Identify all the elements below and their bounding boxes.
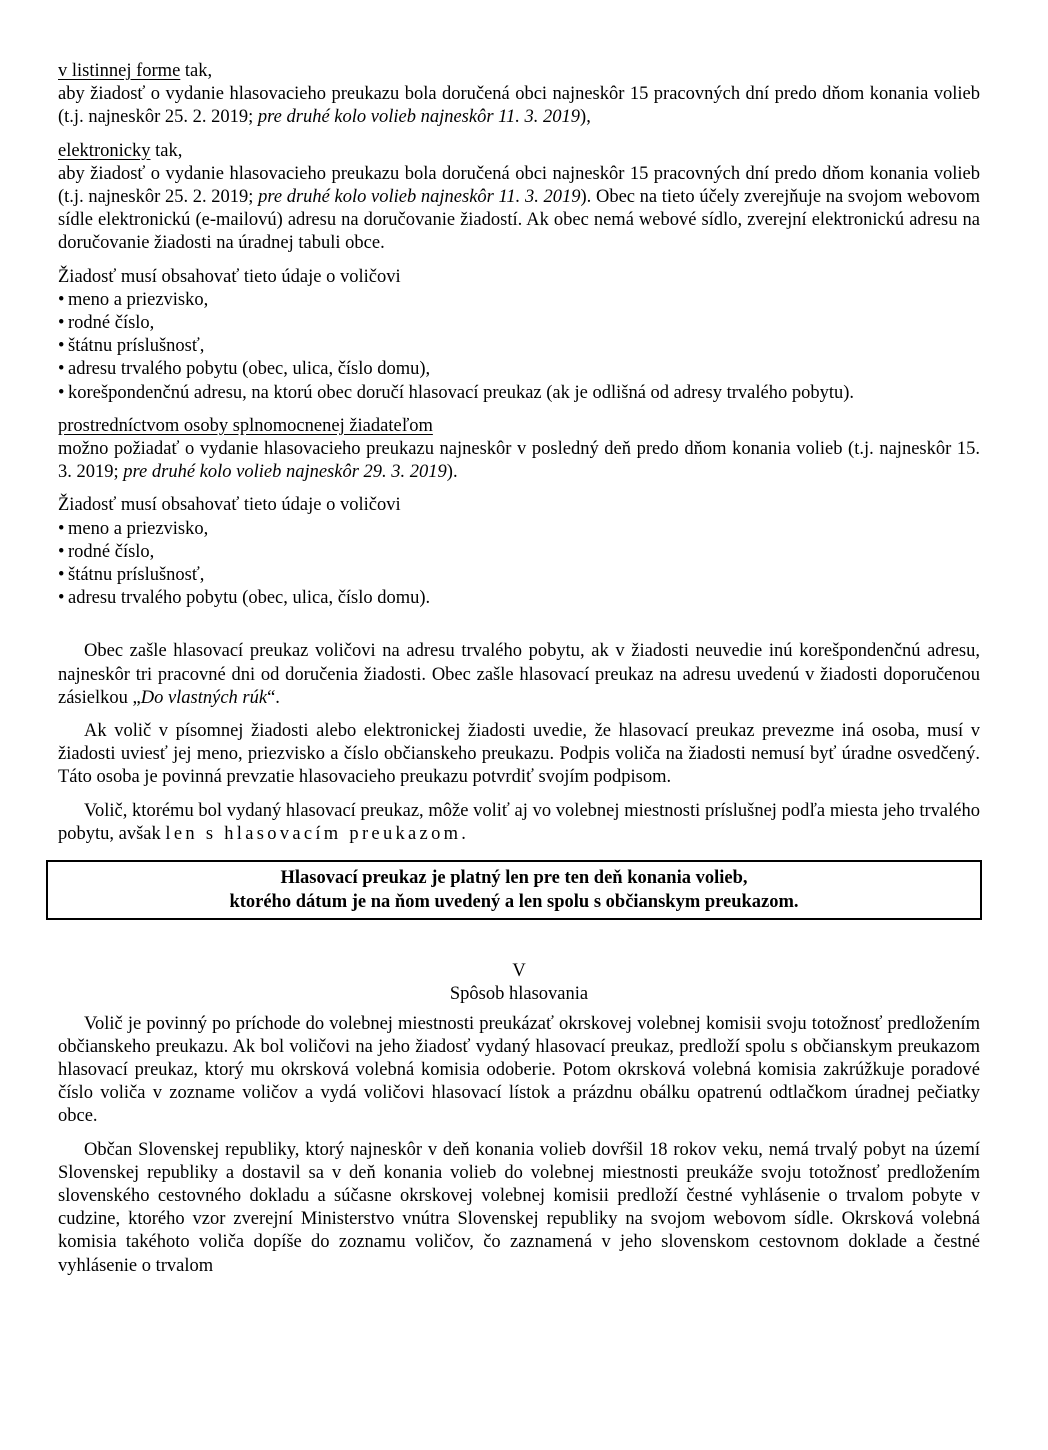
bullet-icon: • <box>58 359 65 380</box>
ziadost2-list <box>58 518 980 611</box>
list-item-text: rodné číslo, <box>68 313 155 334</box>
section-number: V <box>512 961 526 982</box>
elektronicky-heading-line <box>58 140 980 163</box>
bullet-icon: • <box>58 289 65 310</box>
obec-text: Obec zašle hlasovací preukaz voličovi na adresu trvalého pobytu, ak v žiadosti neuvedie inú korešpondenčnú adresu, najneskôr tri pracovné dni od doručenia žiadosti. Obec zašle hlasovací preukaz na adresu uvedenú v žiadosti doporučenou zásielkou „ <box>58 641 980 708</box>
list-item-text: štátnu príslušnosť, <box>68 336 205 357</box>
listinna-deadline-italic: pre druhé kolo volieb najneskôr 11. 3. 2019 <box>257 107 581 128</box>
elektronicky-deadline-italic: pre druhé kolo volieb najneskôr 11. 3. 2019 <box>258 187 581 208</box>
list-item-text: adresu trvalého pobytu (obec, ulica, číslo domu). <box>68 588 431 609</box>
bullet-icon: • <box>58 565 65 586</box>
list-item <box>58 289 980 312</box>
elektronicky-text: aby žiadosť o vydanie hlasovacieho preukazu bola doručená obci najneskôr 15 pracovných dní predo dňom konania volieb (t.j. najneskôr 25. 2. 2019; <box>58 163 980 208</box>
bullet-icon: • <box>58 588 65 609</box>
splnomocnena-text: možno požiadať o vydanie hlasovacieho preukazu najneskôr v posledný deň predo dňom konania volieb (t.j. najneskôr 15. 3. 2019; <box>58 439 980 483</box>
notice-line-2: ktorého dátum je na ňom uvedený a len spolu s občianskym preukazom. <box>229 892 799 913</box>
bullet-icon: • <box>58 336 65 357</box>
bullet-icon: • <box>58 541 65 562</box>
ziadost2-intro: Žiadosť musí obsahovať tieto údaje o voličovi <box>58 495 401 516</box>
list-item <box>58 312 980 335</box>
volit-spaced-text: len s hlasovacím preukazom. <box>165 823 470 844</box>
list-item <box>58 358 980 381</box>
paragraph-obec-zasle <box>58 640 980 710</box>
listinna-text-end: ), <box>580 107 591 128</box>
splnomocnena-text-end: ). <box>446 462 458 483</box>
list-item <box>58 518 980 541</box>
list-item-text: rodné číslo, <box>68 541 155 562</box>
section-title: Spôsob hlasovania <box>449 984 589 1005</box>
bullet-icon: • <box>58 382 65 403</box>
list-item-text: meno a priezvisko, <box>68 518 209 539</box>
listinna-heading-suffix: tak, <box>180 61 213 81</box>
splnomocnena-paragraph <box>58 438 980 484</box>
elektronicky-heading: elektronicky <box>58 140 151 161</box>
elektronicky-text-end: ). Obec na tieto účely zverejňuje na svojom webovom sídle elektronickú (e-mailovú) adresu na doručovanie žiadostí. Ak obec nemá webové sídlo, zverejní elektronickú adresu na doručovanie žiadosti na úradnej tabuli obce. <box>58 187 980 254</box>
bullet-icon: • <box>58 518 65 539</box>
elektronicky-heading-suffix: tak, <box>150 140 183 161</box>
list-item <box>58 587 980 610</box>
list-item-text: adresu trvalého pobytu (obec, ulica, číslo domu), <box>68 359 431 380</box>
splnomocnena-heading-line <box>58 415 980 438</box>
paragraph-volic-ina-osoba: Ak volič v písomnej žiadosti alebo elektronickej žiadosti uvedie, že hlasovací preukaz prevezme iná osoba, musí v žiadosti uviesť jej meno, priezvisko a číslo občianskeho preukazu. Podpis voliča na žiadosti nemusí byť úradne osvedčený. Táto osoba je povinná prevzatie hlasovacieho preukazu potvrdiť svojím podpisom. <box>58 721 980 788</box>
document-body <box>58 60 980 1278</box>
notice-line-1: Hlasovací preukaz je platný len pre ten deň konania volieb, <box>280 868 748 889</box>
bullet-icon: • <box>58 313 65 334</box>
splnomocnena-heading: prostredníctvom osoby splnomocnenej žiadateľom <box>58 415 433 436</box>
obec-text-end: “. <box>267 687 280 708</box>
listinna-paragraph <box>58 83 980 129</box>
splnomocnena-deadline-italic: pre druhé kolo volieb najneskôr 29. 3. 2019 <box>123 462 447 483</box>
ziadost1-list <box>58 289 980 405</box>
listinna-heading: v listinnej forme <box>58 61 181 81</box>
list-item-text: štátnu príslušnosť, <box>68 565 205 586</box>
paragraph-sposob-hlasovania: Volič je povinný po príchode do volebnej miestnosti preukázať okrskovej volebnej komisii svoju totožnosť predložením občianskeho preukazu. Ak bol voličovi na jeho žiadosť vydaný hlasovací preukaz, predloží spolu s občianskym preukazom hlasovací preukaz, ktorý mu okrsková volebná komisia odoberie. Potom okrsková volebná komisia zakrúžkuje poradové číslo voliča v zozname voličov a vydá voličovi hlasovací lístok a prázdnu obálku opatrenú odtlačkom úradnej pečiatky obce. <box>58 1013 980 1127</box>
notice-box <box>46 860 982 920</box>
list-item <box>58 335 980 358</box>
paragraph-volit-hlasovaci-preukaz <box>58 800 980 846</box>
list-item-text: meno a priezvisko, <box>68 289 209 310</box>
volit-text: Volič, ktorému bol vydaný hlasovací preukaz, môže voliť aj vo volebnej miestnosti príslušnej podľa miesta jeho trvalého pobytu, avšak <box>58 800 980 844</box>
list-item <box>58 564 980 587</box>
list-item-text: korešpondenčnú adresu, na ktorú obec doručí hlasovací preukaz (ak je odlišná od adresy trvalého pobytu). <box>68 382 854 403</box>
list-item <box>58 382 980 405</box>
paragraph-obcan-sr: Občan Slovenskej republiky, ktorý najneskôr v deň konania volieb dovŕšil 18 rokov veku, nemá trvalý pobyt na území Slovenskej republiky a dostavil sa v deň konania volieb do volebnej miestnosti preukáže svoju totožnosť predložením slovenského cestovného dokladu a súčasne okrskovej volebnej komisii predloží čestné vyhlásenie o trvalom pobyte v cudzine, ktorého vzor zverejní Ministerstvo vnútra Slovenskej republiky na svojom webovom sídle. Okrsková volebná komisia takéhoto voliča dopíše do zoznamu voličov, čo zaznamená v jeho slovenskom cestovnom doklade a čestné vyhlásenie o trvalom <box>58 1139 980 1276</box>
list-item <box>58 541 980 564</box>
listinna-text: aby žiadosť o vydanie hlasovacieho preukazu bola doručená obci najneskôr 15 pracovných dní predo dňom konania volieb (t.j. najneskôr 25. 2. 2019; <box>58 84 980 128</box>
listinna-heading-line <box>58 60 980 83</box>
obec-do-vlastnych-ruk: Do vlastných rúk <box>140 687 268 708</box>
ziadost1-intro: Žiadosť musí obsahovať tieto údaje o voličovi <box>58 266 401 287</box>
elektronicky-paragraph <box>58 163 980 256</box>
